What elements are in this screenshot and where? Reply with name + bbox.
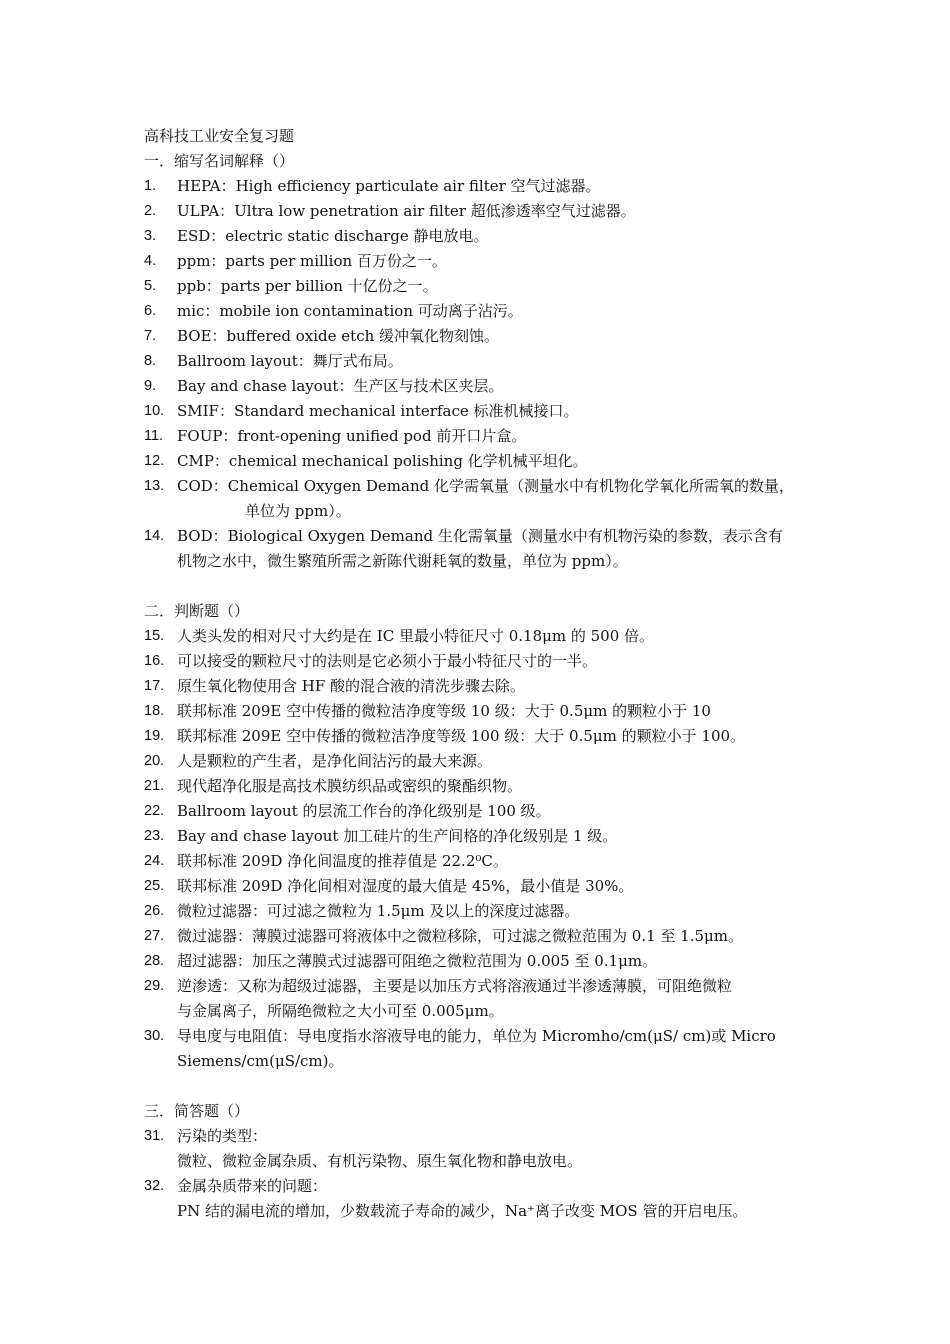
item-number: 17. — [144, 678, 165, 694]
item-number: 19. — [144, 728, 165, 744]
list-item — [144, 1174, 810, 1199]
item-continuation: 微粒、微粒金属杂质、有机污染物、原生氧化物和静电放电。 — [177, 1152, 583, 1170]
list-item — [144, 324, 810, 349]
item-number: 16. — [144, 653, 165, 669]
item-text: CMP：chemical mechanical polishing 化学机械平坦化。 — [177, 452, 588, 470]
item-text: 导电度与电阻值：导电度指水溶液导电的能力，单位为 Micromho/cm(μS/ cm)或 Micro — [177, 1027, 776, 1045]
item-number: 2. — [144, 203, 157, 219]
item-number: 25. — [144, 878, 165, 894]
item-text: ULPA：Ultra low penetration air filter 超低渗透率空气过滤器。 — [177, 202, 636, 220]
list-item — [144, 349, 810, 374]
item-number: 31. — [144, 1128, 165, 1144]
item-number: 9. — [144, 378, 157, 394]
item-text: ppb：parts per billion 十亿份之一。 — [177, 277, 438, 295]
item-number: 28. — [144, 953, 165, 969]
list-item — [144, 249, 810, 274]
item-number: 5. — [144, 278, 157, 294]
item-text: 联邦标准 209E 空中传播的微粒洁净度等级 100 级：大于 0.5μm 的颗粒小于 100。 — [177, 727, 746, 745]
list-item — [144, 774, 810, 799]
item-text: Ballroom layout：舞厅式布局。 — [177, 352, 403, 370]
item-text: 金属杂质带来的问题： — [177, 1177, 328, 1195]
item-text: 现代超净化服是高技术膜纺织品或密织的聚酯织物。 — [177, 777, 523, 795]
item-number: 32. — [144, 1178, 165, 1194]
list-item — [144, 649, 810, 674]
item-number: 10. — [144, 403, 165, 419]
list-item — [144, 1124, 810, 1149]
item-text: 原生氧化物使用含 HF 酸的混合液的清洗步骤去除。 — [177, 677, 526, 695]
list-item — [144, 274, 810, 299]
list-item — [144, 699, 810, 724]
list-item — [144, 424, 810, 449]
item-text: BOD：Biological Oxygen Demand 生化需氧量（测量水中有机物污染的参数，表示含有 — [177, 527, 783, 545]
list-item — [144, 924, 810, 949]
list-item — [144, 174, 810, 199]
section-heading-2: 二．判断题（） — [144, 602, 250, 620]
document-title: 高科技工业安全复习题 — [144, 127, 295, 145]
item-continuation: 单位为 ppm）。 — [245, 502, 351, 520]
item-number: 27. — [144, 928, 165, 944]
item-text: 联邦标准 209D 净化间温度的推荐值是 22.2⁰C。 — [177, 852, 508, 870]
item-number: 21. — [144, 778, 165, 794]
item-text: 逆渗透：又称为超级过滤器，主要是以加压方式将溶液通过半渗透薄膜，可阻绝微粒 — [177, 977, 733, 995]
section-1-list — [144, 174, 810, 574]
item-number: 12. — [144, 453, 165, 469]
item-number: 23. — [144, 828, 165, 844]
item-text: 人是颗粒的产生者，是净化间沾污的最大来源。 — [177, 752, 493, 770]
item-continuation: Siemens/cm(μS/cm)。 — [177, 1052, 344, 1070]
item-continuation: PN 结的漏电流的增加，少数载流子寿命的减少，Na⁺离子改变 MOS 管的开启电压。 — [177, 1202, 748, 1220]
item-text: ppm：parts per million 百万份之一。 — [177, 252, 447, 270]
item-text: HEPA：High efficiency particulate air filter 空气过滤器。 — [177, 177, 601, 195]
list-item — [144, 1024, 810, 1049]
document-page — [144, 124, 810, 1224]
item-text: FOUP：front-opening unified pod 前开口片盒。 — [177, 427, 527, 445]
list-item — [144, 749, 810, 774]
item-number: 15. — [144, 628, 165, 644]
list-item — [144, 874, 810, 899]
section-heading-3: 三．简答题（） — [144, 1102, 250, 1120]
item-number: 14. — [144, 528, 165, 544]
list-item — [144, 799, 810, 824]
item-text: mic：mobile ion contamination 可动离子沾污。 — [177, 302, 523, 320]
item-text: BOE：buffered oxide etch 缓冲氧化物刻蚀。 — [177, 327, 500, 345]
item-text: 人类头发的相对尺寸大约是在 IC 里最小特征尺寸 0.18μm 的 500 倍。 — [177, 627, 655, 645]
item-text: COD：Chemical Oxygen Demand 化学需氧量（测量水中有机物化学氧化所需氧的数量， — [177, 477, 794, 495]
item-text: Ballroom layout 的层流工作台的净化级别是 100 级。 — [177, 802, 551, 820]
list-item — [144, 624, 810, 649]
item-number: 29. — [144, 978, 165, 994]
item-number: 13. — [144, 478, 165, 494]
item-number: 22. — [144, 803, 165, 819]
item-continuation: 与金属离子，所隔绝微粒之大小可至 0.005μm。 — [177, 1002, 504, 1020]
item-text: Bay and chase layout：生产区与技术区夹层。 — [177, 377, 504, 395]
item-text: 可以接受的颗粒尺寸的法则是它必须小于最小特征尺寸的一半。 — [177, 652, 598, 670]
section-2-list — [144, 624, 810, 1074]
item-number: 8. — [144, 353, 157, 369]
item-text: 联邦标准 209D 净化间相对湿度的最大值是 45%，最小值是 30%。 — [177, 877, 634, 895]
item-number: 4. — [144, 253, 157, 269]
list-item — [144, 949, 810, 974]
item-continuation: 机物之水中，微生繁殖所需之新陈代谢耗氧的数量，单位为 ppm）。 — [177, 552, 628, 570]
list-item — [144, 724, 810, 749]
item-number: 26. — [144, 903, 165, 919]
item-text: SMIF：Standard mechanical interface 标准机械接口。 — [177, 402, 579, 420]
item-number: 18. — [144, 703, 165, 719]
list-item — [144, 224, 810, 249]
item-number: 7. — [144, 328, 157, 344]
list-item — [144, 449, 810, 474]
section-3-list — [144, 1124, 810, 1224]
item-text: 污染的类型： — [177, 1127, 268, 1145]
item-text: 超过滤器：加压之薄膜式过滤器可阻绝之微粒范围为 0.005 至 0.1μm。 — [177, 952, 658, 970]
item-number: 20. — [144, 753, 165, 769]
list-item — [144, 674, 810, 699]
item-number: 1. — [144, 178, 157, 194]
item-text: 微粒过滤器：可过滤之微粒为 1.5μm 及以上的深度过滤器。 — [177, 902, 580, 920]
list-item — [144, 199, 810, 224]
section-heading-1: 一．缩写名词解释（） — [144, 152, 295, 170]
item-text: 联邦标准 209E 空中传播的微粒洁净度等级 10 级：大于 0.5μm 的颗粒小于 10 — [177, 702, 711, 720]
item-number: 24. — [144, 853, 165, 869]
list-item — [144, 374, 810, 399]
item-number: 11. — [144, 428, 164, 444]
list-item — [144, 474, 810, 499]
item-number: 3. — [144, 228, 157, 244]
list-item — [144, 899, 810, 924]
list-item — [144, 299, 810, 324]
item-number: 6. — [144, 303, 157, 319]
list-item — [144, 974, 810, 999]
item-text: ESD：electric static discharge 静电放电。 — [177, 227, 489, 245]
list-item — [144, 524, 810, 549]
item-text: Bay and chase layout 加工硅片的生产间格的净化级别是 1 级。 — [177, 827, 618, 845]
list-item — [144, 824, 810, 849]
list-item — [144, 399, 810, 424]
list-item — [144, 849, 810, 874]
item-number: 30. — [144, 1028, 165, 1044]
item-text: 微过滤器：薄膜过滤器可将液体中之微粒移除，可过滤之微粒范围为 0.1 至 1.5μm。 — [177, 927, 743, 945]
